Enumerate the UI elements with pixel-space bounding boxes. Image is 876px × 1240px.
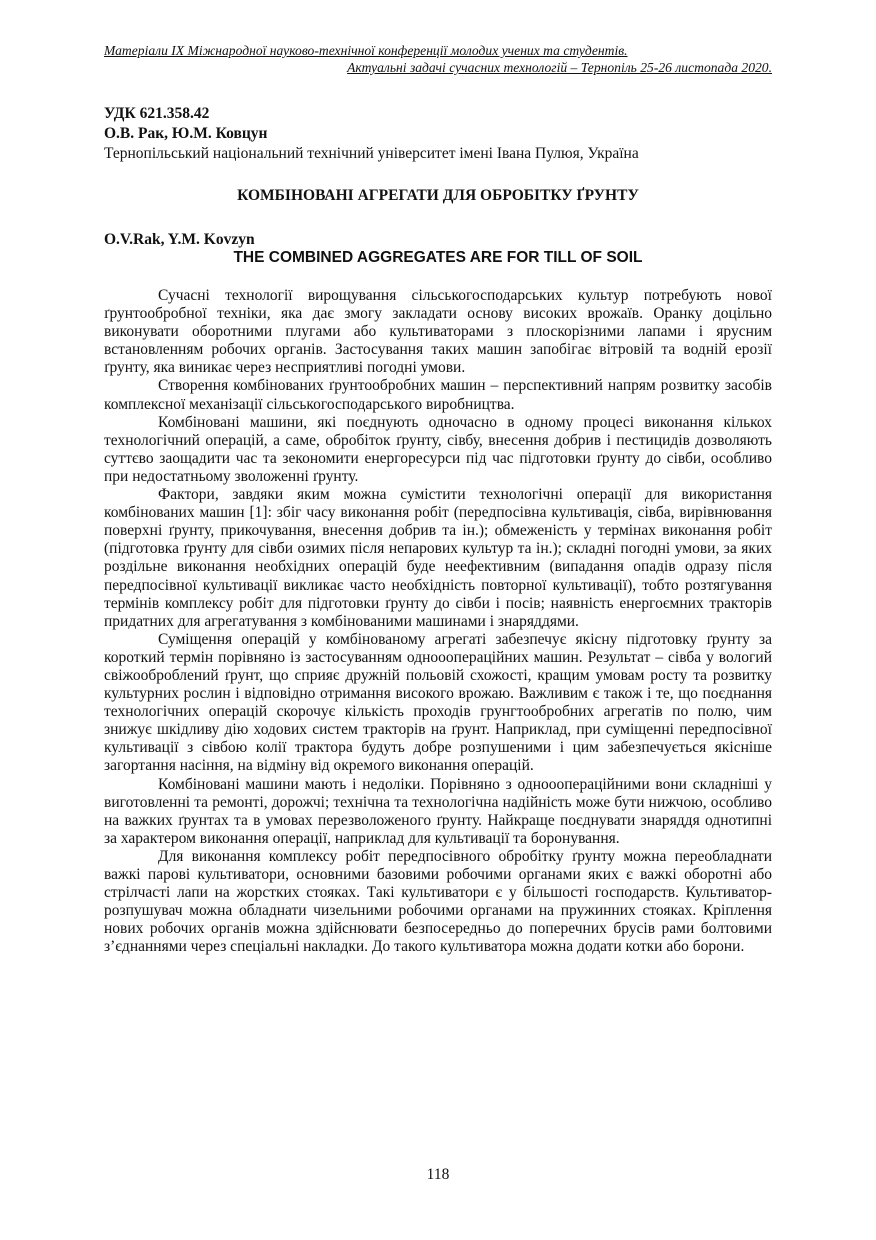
- page-number: 118: [426, 1166, 450, 1183]
- body-paragraph: Комбіновані машини, які поєднують одночасно в одному процесі виконання кількох технологічний операцій, а саме, обробіток ґрунту, сівбу, внесення добрив і пестицидів дозволяють суттєво заощадити час та зекономити енергоресурси під час підготовки ґрунту до сівби, особливо при недостатньому зволоженні ґрунту.: [104, 413, 772, 485]
- body-paragraph: Сучасні технології вирощування сільськогосподарських культур потребують нової ґрунтообробної техніки, яка дає змогу закладати основу високих врожаїв. Оранку доцільно виконувати оборотними плугами або культиваторами з плоскорізними лапами і ярусним встановленням робочих органів. Застосування таких машин запобігає вітровій та водній ерозії ґрунту, яка виникає через несприятливі погодні умови.: [104, 287, 772, 377]
- body-paragraph: Для виконання комплексу робіт передпосівного обробітку ґрунту можна переобладнати важкі парові культиватори, основними базовими робочими органами яких є важкі оборотні або стрілчасті лапи на жорстких стояках. Такі культиватори є у більшості господарств. Культиватор-розпушувач можна обладнати чизельними робочими органами на пружинних стояках. Кріплення нових робочих органів можна здійснювати безпосередньо до поперечних брусів рами болтовими з’єднаннями через спеціальні накладки. До такого культиватора можна додати котки або борони.: [104, 847, 772, 956]
- authors: О.В. Рак, Ю.М. Ковцун: [104, 125, 268, 142]
- header-proceedings-line: Актуальні задачі сучасних технологій – Тернопіль 25-26 листопада 2020.: [347, 60, 772, 75]
- english-title: THE COMBINED AGGREGATES ARE FOR TILL OF SOIL: [233, 249, 643, 266]
- article-title: КОМБІНОВАНІ АГРЕГАТИ ДЛЯ ОБРОБІТКУ ҐРУНТУ: [237, 187, 639, 204]
- body-paragraph: Комбіновані машини мають і недоліки. Порівняно з однооопераційними вони складніші у виготовленні та ремонті, дорожчі; технічна та технологічна надійність може бути нижчою, особливо на важких ґрунтах та в умовах перезволоженого ґрунту. Найкраще поєднувати знаряддя однотипні за характером виконання операції, наприклад для культивації та боронування.: [104, 775, 772, 847]
- udc-code: УДК 621.358.42: [104, 105, 210, 122]
- article-meta: [104, 104, 772, 164]
- article-body: [104, 287, 772, 956]
- running-header: [104, 42, 772, 76]
- body-paragraph: Фактори, завдяки яким можна сумістити технологічні операції для використання комбінованих машин [1]: збіг часу виконання робіт (передпосівна культивація, сівба, вирівнювання поверхні ґрунту, прикочування, внесення добрив та ін.); обмеженість у термінах виконання робіт (підготовка ґрунту для сівби озимих після непарових культур та ін.); складні погодні умови, за яких роздільне виконання необхідних операцій буде неефективним (випадання опадів одразу після передпосівної культивації викликає часто необхідність повторної культивації), тобто розтягування термінів комплексу робіт для підготовки ґрунту до сівби і посів; наявність енергоємних тракторів придатних для агрегатування з комбінованими машинами і знаряддями.: [104, 486, 772, 630]
- body-paragraph: Суміщення операцій у комбінованому агрегаті забезпечує якісну підготовку ґрунту за короткий термін порівняно із застосуванням однооопераційних машин. Результат – сівба у вологий свіжооброблений ґрунт, що сприяє дружній польовій схожості, кращим умовам росту та розвитку культурних рослин і відповідно отримання високого врожаю. Важливим є також і те, що поєднання технологічних операцій скорочує кількість проходів грунгтообробних агрегатів по полю, чим знижує шкідливу дію ходових систем тракторів на ґрунт. Наприклад, при суміщенні передпосівної культивації з сівбою колії трактора будуть добре розпушеними і цим забезпечується якісніше загортання насіння, на відміну від окремого виконання операцій.: [104, 630, 772, 775]
- english-authors: O.V.Rak, Y.M. Kovzyn: [104, 231, 255, 248]
- header-conference-line: Матеріали IX Міжнародної науково-технічної конференції молодих учених та студентів.: [104, 43, 628, 58]
- body-paragraph: Створення комбінованих ґрунтообробних машин – перспективний напрям розвитку засобів комплексної механізації сільськогосподарського виробництва.: [104, 377, 772, 413]
- affiliation: Тернопільський національний технічний університет імені Івана Пулюя, Україна: [104, 145, 639, 162]
